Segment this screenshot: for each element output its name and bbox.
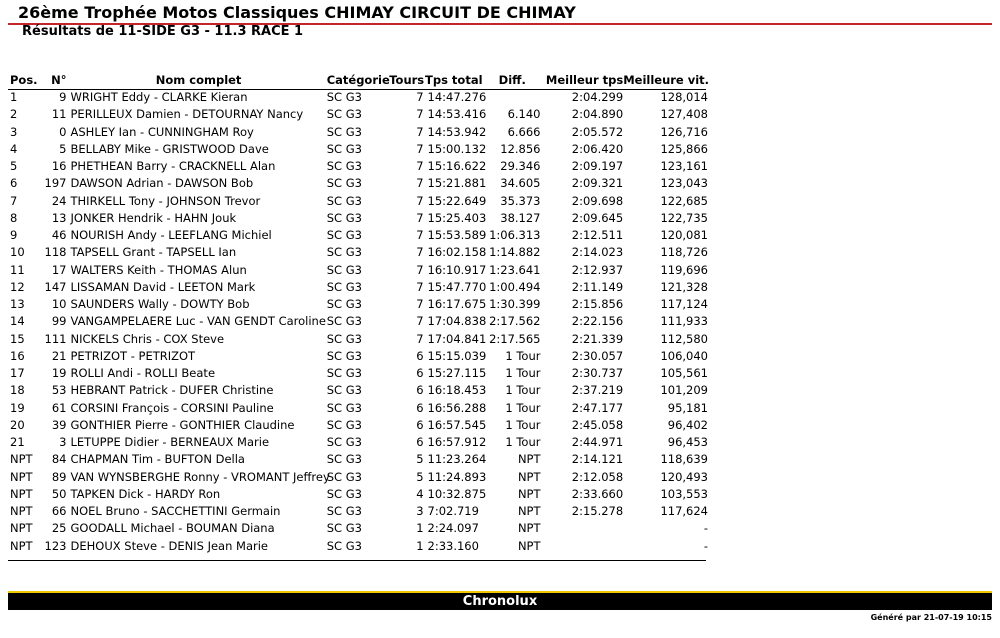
cell-number: 9 <box>59 90 67 104</box>
cell-total-time: 15:15.039 <box>427 348 487 363</box>
cell-number: 10 <box>51 297 67 311</box>
cell-pos: 3 <box>10 124 18 139</box>
cell-name: JONKER Hendrik - HAHN Jouk <box>70 210 237 225</box>
page-subtitle: Résultats de 11-SIDE G3 - 11.3 RACE 1 <box>22 24 304 39</box>
cell-pos: 4 <box>10 141 18 156</box>
cell-pos: 7 <box>10 193 18 208</box>
table-row <box>8 158 708 175</box>
cell-number: 99 <box>51 314 67 329</box>
cell-pos: 6 <box>10 176 18 191</box>
cell-best-lap: 2:37.219 <box>571 383 624 398</box>
cell-best-lap: 2:09.698 <box>571 193 624 208</box>
col-header-gap: Diff. <box>498 73 526 87</box>
cell-best-lap: 2:11.149 <box>571 279 624 294</box>
cell-name: VAN WYNSBERGHE Ronny - VROMANT Jeffrey <box>70 469 330 484</box>
cell-pos: 1 <box>10 90 18 104</box>
col-header-category: Catégorie <box>326 73 390 87</box>
table-row <box>8 296 708 313</box>
cell-laps: 7 <box>416 279 424 294</box>
cell-gap: 35.373 <box>500 193 541 208</box>
cell-best-lap: 2:12.511 <box>571 228 624 242</box>
cell-laps: 6 <box>416 400 424 415</box>
cell-gap: 38.127 <box>500 210 541 225</box>
cell-laps: 6 <box>416 366 424 380</box>
cell-best-speed: 118,639 <box>660 452 708 467</box>
cell-best-speed: 118,726 <box>660 245 708 260</box>
cell-name: VANGAMPELAERE Luc - VAN GENDT Caroline <box>70 314 326 329</box>
cell-name: WALTERS Keith - THOMAS Alun <box>70 262 247 277</box>
footer-brand: Chronolux <box>462 594 538 609</box>
cell-gap: NPT <box>517 538 541 553</box>
cell-name: NICKELS Chris - COX Steve <box>70 331 225 346</box>
cell-category: SC G3 <box>326 193 362 208</box>
table-row <box>8 331 708 348</box>
cell-laps: 4 <box>416 486 424 501</box>
table-row <box>8 469 708 486</box>
cell-number: 11 <box>51 107 67 122</box>
cell-best-speed: 101,209 <box>660 383 708 398</box>
col-header-pos: Pos. <box>10 73 38 87</box>
cell-laps: 7 <box>416 141 424 156</box>
cell-category: SC G3 <box>326 486 362 501</box>
table-row <box>8 106 708 123</box>
cell-gap: NPT <box>517 521 541 536</box>
cell-name: LISSAMAN David - LEETON Mark <box>70 279 256 294</box>
cell-laps: 5 <box>416 452 424 467</box>
cell-pos: 19 <box>10 400 25 415</box>
cell-gap: 1 Tour <box>505 348 541 363</box>
cell-best-lap: 2:47.177 <box>571 400 624 415</box>
cell-total-time: 11:24.893 <box>427 469 487 484</box>
cell-laps: 7 <box>416 245 424 260</box>
cell-best-lap: 2:45.058 <box>571 417 624 432</box>
cell-total-time: 14:47.276 <box>427 90 487 104</box>
table-row <box>8 400 708 417</box>
cell-pos: NPT <box>10 504 33 518</box>
table-row <box>8 382 708 399</box>
table-row <box>8 279 708 296</box>
cell-name: WRIGHT Eddy - CLARKE Kieran <box>70 90 248 104</box>
cell-category: SC G3 <box>326 400 362 415</box>
cell-name: ASHLEY Ian - CUNNINGHAM Roy <box>70 124 254 139</box>
cell-best-speed: 127,408 <box>660 107 708 122</box>
cell-name: ROLLI Andi - ROLLI Beate <box>70 366 216 380</box>
cell-pos: 2 <box>10 107 18 122</box>
table-row <box>8 175 708 192</box>
cell-pos: 11 <box>10 262 25 277</box>
cell-best-lap: 2:21.339 <box>571 331 624 346</box>
col-header-number: N° <box>51 73 67 87</box>
cell-best-lap: 2:30.057 <box>571 348 624 363</box>
cell-number: 84 <box>51 452 67 467</box>
cell-best-speed: 117,124 <box>660 297 708 311</box>
cell-name: PETRIZOT - PETRIZOT <box>70 348 196 363</box>
cell-gap: NPT <box>517 486 541 501</box>
cell-category: SC G3 <box>326 538 362 553</box>
page-title: 26ème Trophée Motos Classiques CHIMAY CIRCUIT DE CHIMAY <box>18 3 576 22</box>
cell-name: GOODALL Michael - BOUMAN Diana <box>70 521 275 536</box>
cell-name: TAPSELL Grant - TAPSELL Ian <box>70 245 237 260</box>
cell-gap: NPT <box>517 469 541 484</box>
cell-laps: 7 <box>416 210 424 225</box>
cell-best-speed: 125,866 <box>660 141 708 156</box>
cell-name: CORSINI François - CORSINI Pauline <box>70 400 274 415</box>
cell-number: 39 <box>51 417 67 432</box>
cell-best-lap: 2:09.645 <box>571 210 624 225</box>
cell-pos: 10 <box>10 245 25 260</box>
table-row <box>8 503 708 520</box>
cell-best-speed: 122,735 <box>660 210 708 225</box>
cell-name: PERILLEUX Damien - DETOURNAY Nancy <box>70 107 304 122</box>
cell-total-time: 14:53.416 <box>427 107 487 122</box>
cell-best-speed: 123,043 <box>660 176 708 191</box>
cell-best-lap <box>541 520 624 537</box>
cell-best-speed: 123,161 <box>660 159 708 173</box>
cell-category: SC G3 <box>326 331 362 346</box>
cell-best-speed: 126,716 <box>660 124 708 139</box>
cell-gap: 1:00.494 <box>489 279 541 294</box>
cell-category: SC G3 <box>326 279 362 294</box>
cell-laps: 7 <box>416 90 424 104</box>
table-row <box>8 451 708 468</box>
cell-best-speed: 119,696 <box>660 262 708 277</box>
cell-number: 21 <box>51 348 67 363</box>
cell-number: 16 <box>51 159 67 173</box>
cell-category: SC G3 <box>326 107 362 122</box>
cell-best-lap: 2:14.023 <box>571 245 624 260</box>
cell-category: SC G3 <box>326 228 362 242</box>
cell-laps: 6 <box>416 383 424 398</box>
cell-pos: 12 <box>10 279 25 294</box>
cell-gap: 1:30.399 <box>489 297 541 311</box>
cell-gap: 2:17.562 <box>489 314 541 329</box>
col-header-best-lap: Meilleur tps <box>545 73 624 87</box>
cell-number: 53 <box>51 383 67 398</box>
table-row <box>8 244 708 261</box>
cell-number: 24 <box>51 193 67 208</box>
cell-gap: 1 Tour <box>505 417 541 432</box>
cell-category: SC G3 <box>326 141 362 156</box>
cell-total-time: 15:00.132 <box>427 141 487 156</box>
cell-best-speed: 120,081 <box>660 228 708 242</box>
cell-name: DAWSON Adrian - DAWSON Bob <box>70 176 254 191</box>
cell-number: 5 <box>59 141 67 156</box>
cell-gap: 1:23.641 <box>489 262 541 277</box>
cell-best-speed: 117,624 <box>660 504 708 518</box>
cell-category: SC G3 <box>326 521 362 536</box>
cell-category: SC G3 <box>326 435 362 449</box>
cell-total-time: 7:02.719 <box>427 504 479 518</box>
cell-pos: 17 <box>10 366 25 380</box>
cell-pos: 14 <box>10 314 25 329</box>
cell-best-speed: 120,493 <box>660 469 708 484</box>
cell-total-time: 11:23.264 <box>427 452 487 467</box>
cell-laps: 7 <box>416 107 424 122</box>
cell-category: SC G3 <box>326 90 362 104</box>
cell-pos: 20 <box>10 417 25 432</box>
cell-gap: NPT <box>517 452 541 467</box>
table-row <box>8 193 708 210</box>
cell-name: PHETHEAN Barry - CRACKNELL Alan <box>70 159 276 173</box>
table-header-row <box>8 72 708 89</box>
cell-name: SAUNDERS Wally - DOWTY Bob <box>70 297 250 311</box>
cell-best-speed: 95,181 <box>667 400 708 415</box>
cell-best-speed: 121,328 <box>660 279 708 294</box>
cell-total-time: 16:02.158 <box>427 245 487 260</box>
cell-best-lap: 2:22.156 <box>571 314 624 329</box>
cell-category: SC G3 <box>326 417 362 432</box>
cell-name: HEBRANT Patrick - DUFER Christine <box>70 383 274 398</box>
table-row <box>8 89 708 106</box>
cell-laps: 6 <box>416 417 424 432</box>
cell-category: SC G3 <box>326 452 362 467</box>
cell-gap: 1 Tour <box>505 400 541 415</box>
table-row <box>8 227 708 244</box>
table-row <box>8 434 708 451</box>
cell-name: BELLABY Mike - GRISTWOOD Dave <box>70 141 269 156</box>
cell-total-time: 15:25.403 <box>427 210 487 225</box>
table-row <box>8 124 708 141</box>
cell-number: 89 <box>51 469 67 484</box>
cell-pos: 18 <box>10 383 25 398</box>
cell-best-speed: 111,933 <box>660 314 708 329</box>
cell-total-time: 16:57.545 <box>427 417 487 432</box>
table-row <box>8 313 708 330</box>
cell-laps: 7 <box>416 228 424 242</box>
cell-laps: 7 <box>416 262 424 277</box>
cell-number: 61 <box>51 400 67 415</box>
cell-pos: NPT <box>10 452 33 467</box>
cell-category: SC G3 <box>326 159 362 173</box>
cell-best-lap: 2:12.937 <box>571 262 624 277</box>
generated-timestamp: Généré par 21-07-19 10:15 <box>870 613 992 622</box>
cell-number: 0 <box>59 124 67 139</box>
cell-best-speed: 96,453 <box>667 435 708 449</box>
cell-best-lap: 2:15.278 <box>571 504 624 518</box>
footer-bar <box>8 591 992 610</box>
cell-pos: NPT <box>10 538 33 553</box>
cell-laps: 6 <box>416 435 424 449</box>
cell-category: SC G3 <box>326 176 362 191</box>
table-row <box>8 365 708 382</box>
cell-best-speed: 103,553 <box>660 486 708 501</box>
cell-pos: 5 <box>10 159 18 173</box>
cell-laps: 7 <box>416 159 424 173</box>
cell-best-lap: 2:44.971 <box>571 435 624 449</box>
cell-name: THIRKELL Tony - JOHNSON Trevor <box>70 193 261 208</box>
cell-laps: 7 <box>416 176 424 191</box>
cell-best-speed: 105,561 <box>660 366 708 380</box>
cell-category: SC G3 <box>326 245 362 260</box>
cell-total-time: 10:32.875 <box>427 486 487 501</box>
cell-gap: 2:17.565 <box>489 331 541 346</box>
cell-number: 25 <box>51 521 67 536</box>
cell-pos: 13 <box>10 297 25 311</box>
cell-total-time: 15:16.622 <box>427 159 487 173</box>
cell-best-lap: 2:30.737 <box>571 366 624 380</box>
cell-laps: 5 <box>416 469 424 484</box>
cell-total-time: 15:21.881 <box>427 176 487 191</box>
cell-best-lap: 2:12.058 <box>571 469 624 484</box>
cell-total-time: 16:17.675 <box>427 297 487 311</box>
cell-best-lap: 2:04.299 <box>571 90 624 104</box>
cell-gap: 29.346 <box>500 159 541 173</box>
cell-pos: 21 <box>10 435 25 449</box>
cell-total-time: 2:24.097 <box>427 521 479 536</box>
cell-category: SC G3 <box>326 366 362 380</box>
table-row <box>8 210 708 227</box>
cell-best-speed: 112,580 <box>660 331 708 346</box>
cell-total-time: 15:27.115 <box>427 366 487 380</box>
cell-number: 50 <box>51 486 67 501</box>
cell-category: SC G3 <box>326 504 362 518</box>
cell-pos: 9 <box>10 228 18 242</box>
cell-laps: 7 <box>416 314 424 329</box>
cell-gap: 1:14.882 <box>489 245 541 260</box>
results-body <box>8 89 708 555</box>
cell-total-time: 17:04.841 <box>427 331 487 346</box>
cell-laps: 7 <box>416 193 424 208</box>
cell-best-lap: 2:15.856 <box>571 297 624 311</box>
cell-best-speed: 96,402 <box>667 417 708 432</box>
cell-pos: NPT <box>10 486 33 501</box>
cell-number: 123 <box>44 538 67 553</box>
cell-total-time: 2:33.160 <box>427 538 479 553</box>
cell-total-time: 15:53.589 <box>427 228 487 242</box>
header-bar <box>8 3 992 25</box>
table-end-divider <box>8 560 706 561</box>
cell-total-time: 15:22.649 <box>427 193 487 208</box>
results-table <box>8 72 708 555</box>
cell-pos: 16 <box>10 348 25 363</box>
cell-total-time: 16:10.917 <box>427 262 487 277</box>
cell-best-lap: 2:09.321 <box>571 176 624 191</box>
cell-best-speed: 122,685 <box>660 193 708 208</box>
cell-pos: NPT <box>10 469 33 484</box>
cell-gap: 1:06.313 <box>489 228 541 242</box>
table-row <box>8 486 708 503</box>
cell-category: SC G3 <box>326 348 362 363</box>
cell-name: LETUPPE Didier - BERNEAUX Marie <box>70 435 270 449</box>
cell-total-time: 17:04.838 <box>427 314 487 329</box>
cell-total-time: 16:56.288 <box>427 400 487 415</box>
col-header-best-speed: Meilleure vit. <box>623 73 710 87</box>
cell-name: CHAPMAN Tim - BUFTON Della <box>70 452 245 467</box>
header-divider <box>8 89 706 90</box>
cell-laps: 1 <box>416 538 424 553</box>
cell-name: TAPKEN Dick - HARDY Ron <box>70 486 221 501</box>
cell-number: 111 <box>44 331 67 346</box>
cell-number: 3 <box>59 435 67 449</box>
cell-category: SC G3 <box>326 297 362 311</box>
cell-number: 197 <box>44 176 67 191</box>
cell-best-lap: 2:05.572 <box>571 124 624 139</box>
cell-category: SC G3 <box>326 383 362 398</box>
cell-name: NOEL Bruno - SACCHETTINI Germain <box>70 504 281 518</box>
cell-name: NOURISH Andy - LEEFLANG Michiel <box>70 228 272 242</box>
cell-total-time: 16:18.453 <box>427 383 487 398</box>
cell-gap: NPT <box>517 504 541 518</box>
cell-gap <box>484 89 540 106</box>
cell-best-lap: 2:06.420 <box>571 141 624 156</box>
cell-laps: 7 <box>416 124 424 139</box>
cell-gap: 1 Tour <box>505 366 541 380</box>
cell-best-speed: 106,040 <box>660 348 708 363</box>
cell-number: 46 <box>51 228 67 242</box>
cell-number: 19 <box>51 366 67 380</box>
cell-number: 118 <box>44 245 67 260</box>
cell-number: 66 <box>51 504 67 518</box>
col-header-total-time: Tps total <box>425 73 483 87</box>
cell-number: 147 <box>44 279 67 294</box>
cell-pos: 8 <box>10 210 18 225</box>
col-header-laps: Tours <box>389 73 425 87</box>
cell-laps: 7 <box>416 331 424 346</box>
cell-name: GONTHIER Pierre - GONTHIER Claudine <box>70 417 295 432</box>
cell-best-lap <box>541 538 624 555</box>
cell-number: 13 <box>51 210 67 225</box>
table-row <box>8 417 708 434</box>
col-header-name: Nom complet <box>155 73 242 87</box>
cell-laps: 1 <box>416 521 424 536</box>
cell-category: SC G3 <box>326 469 362 484</box>
cell-category: SC G3 <box>326 314 362 329</box>
cell-best-lap: 2:09.197 <box>571 159 624 173</box>
cell-pos: NPT <box>10 521 33 536</box>
cell-best-speed: 128,014 <box>660 90 708 104</box>
table-row <box>8 538 708 555</box>
cell-best-speed: - <box>703 521 708 536</box>
cell-category: SC G3 <box>326 262 362 277</box>
cell-category: SC G3 <box>326 210 362 225</box>
cell-gap: 6.140 <box>507 107 541 122</box>
cell-best-lap: 2:33.660 <box>571 486 624 501</box>
table-row <box>8 141 708 158</box>
cell-name: DEHOUX Steve - DENIS Jean Marie <box>70 538 268 553</box>
cell-gap: 12.856 <box>500 141 541 156</box>
cell-best-lap: 2:04.890 <box>571 107 624 122</box>
cell-laps: 7 <box>416 297 424 311</box>
table-row <box>8 262 708 279</box>
cell-pos: 15 <box>10 331 25 346</box>
cell-best-speed: - <box>703 538 708 553</box>
cell-number: 17 <box>51 262 67 277</box>
cell-gap: 6.666 <box>507 124 541 139</box>
cell-gap: 1 Tour <box>505 383 541 398</box>
table-row <box>8 520 708 537</box>
cell-gap: 34.605 <box>500 176 541 191</box>
cell-laps: 3 <box>416 504 424 518</box>
cell-gap: 1 Tour <box>505 435 541 449</box>
cell-category: SC G3 <box>326 124 362 139</box>
cell-total-time: 15:47.770 <box>427 279 487 294</box>
table-row <box>8 348 708 365</box>
cell-total-time: 16:57.912 <box>427 435 487 449</box>
cell-total-time: 14:53.942 <box>427 124 487 139</box>
cell-laps: 6 <box>416 348 424 363</box>
cell-best-lap: 2:14.121 <box>571 452 624 467</box>
